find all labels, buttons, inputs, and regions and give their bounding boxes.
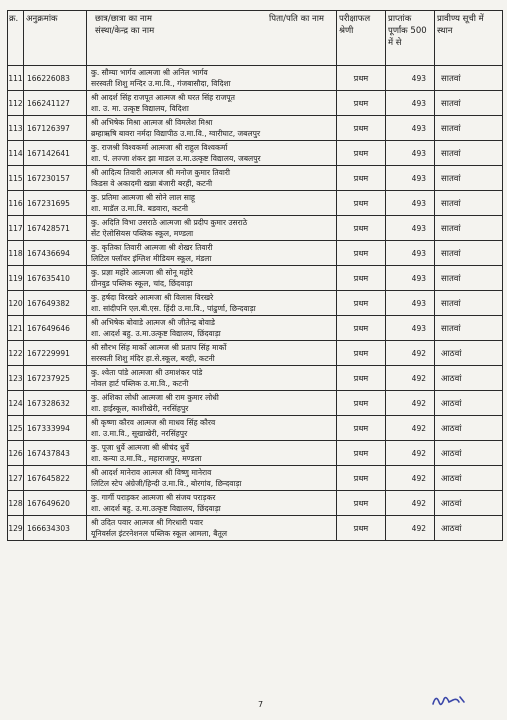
table-row <box>8 441 503 466</box>
row-marks: 492 <box>386 516 435 541</box>
school-name: शा. माडॅल उ.मा.वि. बडवारा, कटनी <box>91 204 188 213</box>
header-name <box>87 11 337 66</box>
table-row <box>8 291 503 316</box>
header-school: संस्था/केन्द्र का नाम <box>95 26 155 36</box>
table-row <box>8 266 503 291</box>
row-division: प्रथम <box>337 191 386 216</box>
student-name: कु. सौम्या भार्गव आत्मजा श्री अनिल भार्गव <box>91 68 208 77</box>
row-serial: 117 <box>8 216 24 241</box>
row-roll-number: 167230157 <box>24 166 87 191</box>
row-serial: 127 <box>8 466 24 491</box>
row-name-school <box>87 266 337 291</box>
row-rank: सातवां <box>435 141 503 166</box>
row-marks: 493 <box>386 316 435 341</box>
table-row <box>8 416 503 441</box>
row-division: प्रथम <box>337 391 386 416</box>
student-name: कु. श्वेता पांडे आत्मजा श्री उमाशंकर पांडे <box>91 368 203 377</box>
row-roll-number: 167649382 <box>24 291 87 316</box>
row-division: प्रथम <box>337 491 386 516</box>
table-row <box>8 341 503 366</box>
student-name: श्री अभिषेक मिश्रा आत्मज श्री विमलेश मिश्रा <box>91 118 213 127</box>
row-division: प्रथम <box>337 466 386 491</box>
row-serial: 115 <box>8 166 24 191</box>
row-marks: 493 <box>386 166 435 191</box>
row-roll-number: 167237925 <box>24 366 87 391</box>
row-name-school <box>87 416 337 441</box>
row-marks: 492 <box>386 366 435 391</box>
signature-mark <box>430 690 470 712</box>
row-name-school <box>87 441 337 466</box>
student-name: श्री आदित्य तिवारी आत्मज श्री मनोज कुमार तिवारी <box>91 168 230 177</box>
row-division: प्रथम <box>337 291 386 316</box>
student-name: कु. प्रतिमा आत्मजा श्री सोने लाल साहू <box>91 193 195 202</box>
row-division: प्रथम <box>337 166 386 191</box>
student-name: कु. कृतिका तिवारी आत्मजा श्री शेखर तिवारी <box>91 243 213 252</box>
page-number: 7 <box>258 700 264 709</box>
row-roll-number: 166241127 <box>24 91 87 116</box>
row-rank: सातवां <box>435 291 503 316</box>
row-division: प्रथम <box>337 366 386 391</box>
row-marks: 493 <box>386 291 435 316</box>
school-name: शा. उ. मा. उत्कृष्ट विद्यालय, विदिशा <box>91 104 189 113</box>
row-marks: 492 <box>386 391 435 416</box>
row-name-school <box>87 166 337 191</box>
row-serial: 126 <box>8 441 24 466</box>
table-row <box>8 366 503 391</box>
row-serial: 119 <box>8 266 24 291</box>
table-row <box>8 391 503 416</box>
table-row <box>8 466 503 491</box>
header-marks: प्राप्तांक पूर्णांक 500 में से <box>386 11 435 66</box>
row-serial: 121 <box>8 316 24 341</box>
school-name: यूनिवर्सल इंटरनेशनल पब्लिक स्कूल आमला, बैतूल <box>91 529 228 538</box>
row-rank: सातवां <box>435 241 503 266</box>
table-row <box>8 216 503 241</box>
row-marks: 492 <box>386 441 435 466</box>
row-division: प्रथम <box>337 341 386 366</box>
row-rank: सातवां <box>435 266 503 291</box>
row-serial: 111 <box>8 66 24 91</box>
row-serial: 128 <box>8 491 24 516</box>
table-row <box>8 516 503 541</box>
school-name: शा. कन्या उ.मा.वि., महाराजपुर, मण्डला <box>91 454 202 463</box>
row-rank: सातवां <box>435 66 503 91</box>
row-name-school <box>87 291 337 316</box>
row-name-school <box>87 391 337 416</box>
row-rank: सातवां <box>435 316 503 341</box>
school-name: लिटिल स्टेप अंग्रेजी/हिन्दी उ.मा.वि., बोरगांव, छिन्दवाड़ा <box>91 479 242 488</box>
row-marks: 493 <box>386 91 435 116</box>
row-name-school <box>87 341 337 366</box>
row-rank: आठवां <box>435 416 503 441</box>
header-division: परीक्षाफल श्रेणी <box>337 11 386 66</box>
row-rank: सातवां <box>435 191 503 216</box>
student-name: श्री आदर्श मानेराव आत्मज श्री विष्णु मानेराव <box>91 468 212 477</box>
row-roll-number: 167649646 <box>24 316 87 341</box>
row-name-school <box>87 316 337 341</box>
row-marks: 493 <box>386 116 435 141</box>
row-rank: सातवां <box>435 216 503 241</box>
row-roll-number: 167229991 <box>24 341 87 366</box>
school-name: सरस्वती शिशु मंदिर हा.से.स्कूल, बरही, कटनी <box>91 354 215 363</box>
student-name: कु. प्रज्ञा महोरे आत्मजा श्री सोनू महोरे <box>91 268 193 277</box>
row-roll-number: 167142641 <box>24 141 87 166</box>
student-name: श्री अभिषेक बोवाडे आत्मज श्री जीतेन्द्र बोवाडे <box>91 318 215 327</box>
row-marks: 493 <box>386 266 435 291</box>
header-student-name: छात्र/छात्रा का नाम <box>95 14 152 24</box>
row-division: प्रथम <box>337 266 386 291</box>
row-marks: 493 <box>386 66 435 91</box>
row-rank: आठवां <box>435 391 503 416</box>
row-division: प्रथम <box>337 91 386 116</box>
merit-list-table <box>7 10 503 541</box>
school-name: किडस वे अकादमी खन्ना बंजारी बरही, कटनी <box>91 179 213 188</box>
row-division: प्रथम <box>337 416 386 441</box>
row-name-school <box>87 516 337 541</box>
row-marks: 493 <box>386 191 435 216</box>
school-name: नोवल हार्ट पब्लिक उ.मा.वि., कटनी <box>91 379 189 388</box>
row-name-school <box>87 366 337 391</box>
school-name: ब्रम्हाऋषि बावरा नर्मदा विद्यापीठ उ.मा.वि., ग्वारीघाट, जबलपुर <box>91 129 261 138</box>
row-marks: 492 <box>386 491 435 516</box>
row-serial: 124 <box>8 391 24 416</box>
school-name: शा. पं. लज्जा शंकर झा माडल उ.मा.उत्कृष्ट विद्यालय, जबलपुर <box>91 154 261 163</box>
student-name: कु. हर्षदा विरखरे आत्मजा श्री विलास विरखरे <box>91 293 214 302</box>
row-marks: 493 <box>386 216 435 241</box>
row-serial: 118 <box>8 241 24 266</box>
row-rank: आठवां <box>435 491 503 516</box>
row-serial: 120 <box>8 291 24 316</box>
student-name: कु. पूजा धुर्वे आत्मजा श्री श्रीचंद धुर्वे <box>91 443 190 452</box>
row-serial: 125 <box>8 416 24 441</box>
row-roll-number: 167645822 <box>24 466 87 491</box>
school-name: सरस्वती शिशु मन्दिर उ.मा.वि., गंजबासौदा, विदिशा <box>91 79 231 88</box>
header-rank: प्रावीण्य सूची में स्थान <box>435 11 503 66</box>
student-name: कु. राजश्री विश्वकर्मा आत्मजा श्री राहुल विश्वकर्मा <box>91 143 228 152</box>
row-division: प्रथम <box>337 141 386 166</box>
row-roll-number: 167428571 <box>24 216 87 241</box>
row-serial: 114 <box>8 141 24 166</box>
row-rank: आठवां <box>435 516 503 541</box>
row-marks: 492 <box>386 341 435 366</box>
row-roll-number: 167333994 <box>24 416 87 441</box>
student-name: श्री सौरभ सिंह मार्को आत्मज श्री प्रताप सिंह मार्को <box>91 343 227 352</box>
school-name: शा. सांदीपनि एल.बी.एस. हिंदी उ.मा.वि., पांढुर्णा, छिन्दवाड़ा <box>91 304 256 313</box>
table-row <box>8 191 503 216</box>
school-name: ग्रीनवुड पब्लिक स्कूल, चांद, छिंदवाड़ा <box>91 279 193 288</box>
row-division: प्रथम <box>337 116 386 141</box>
school-name: शा. उ.मा.वि., सूखाखेरी, नरसिंहपुर <box>91 429 188 438</box>
row-marks: 492 <box>386 416 435 441</box>
table-row <box>8 491 503 516</box>
student-name: श्री कृष्णा कौरव आत्मज श्री माधव सिंह कौरव <box>91 418 216 427</box>
table-row <box>8 141 503 166</box>
row-marks: 493 <box>386 141 435 166</box>
row-name-school <box>87 466 337 491</box>
header-parent-name: पिता/पति का नाम <box>269 14 324 24</box>
row-serial: 123 <box>8 366 24 391</box>
school-name: लिटिल फ्लॉवर इंग्लिश मीडियम स्कूल, मंडला <box>91 254 212 263</box>
row-rank: आठवां <box>435 366 503 391</box>
header-roll: अनुक्रमांक <box>24 11 87 66</box>
row-rank: सातवां <box>435 91 503 116</box>
row-name-school <box>87 241 337 266</box>
school-name: सेंट ऐलोसियस पब्लिक स्कूल, मण्डला <box>91 229 194 238</box>
student-name: कु. अंशिका लोधी आत्मजा श्री राम कुमार लोधी <box>91 393 219 402</box>
row-name-school <box>87 91 337 116</box>
table-row <box>8 116 503 141</box>
table-header-row <box>8 11 503 66</box>
row-division: प्रथम <box>337 516 386 541</box>
table-row <box>8 241 503 266</box>
row-roll-number: 167231695 <box>24 191 87 216</box>
row-roll-number: 167649620 <box>24 491 87 516</box>
student-name: कु. गार्गी पराड़कर आत्मजा श्री संजय पराड़कर <box>91 493 216 502</box>
row-serial: 116 <box>8 191 24 216</box>
row-roll-number: 167436694 <box>24 241 87 266</box>
row-rank: आठवां <box>435 466 503 491</box>
row-name-school <box>87 141 337 166</box>
school-name: शा. आदर्श बहु. उ.मा.उत्कृष्ट विद्यालय, छिंदवाड़ा <box>91 504 221 513</box>
row-roll-number: 167635410 <box>24 266 87 291</box>
row-roll-number: 167126397 <box>24 116 87 141</box>
row-name-school <box>87 191 337 216</box>
row-division: प्रथम <box>337 241 386 266</box>
table-row <box>8 91 503 116</box>
row-name-school <box>87 491 337 516</box>
row-rank: आठवां <box>435 341 503 366</box>
row-division: प्रथम <box>337 66 386 91</box>
row-name-school <box>87 216 337 241</box>
row-marks: 492 <box>386 466 435 491</box>
row-serial: 112 <box>8 91 24 116</box>
table-row <box>8 166 503 191</box>
school-name: शा. हाईस्कूल, काशीखेरी, नरसिंहपुर <box>91 404 189 413</box>
row-rank: आठवां <box>435 441 503 466</box>
student-name: श्री उदित पवार आत्मज श्री गिरधारी पवार <box>91 518 203 527</box>
table-row <box>8 316 503 341</box>
row-serial: 122 <box>8 341 24 366</box>
row-division: प्रथम <box>337 316 386 341</box>
row-roll-number: 166226083 <box>24 66 87 91</box>
row-rank: सातवां <box>435 116 503 141</box>
row-rank: सातवां <box>435 166 503 191</box>
row-division: प्रथम <box>337 441 386 466</box>
school-name: शा. आदर्श बहु. उ.मा.उत्कृष्ट विद्यालय, छिंदवाड़ा <box>91 329 221 338</box>
row-name-school <box>87 116 337 141</box>
row-roll-number: 166634303 <box>24 516 87 541</box>
row-division: प्रथम <box>337 216 386 241</box>
row-marks: 493 <box>386 241 435 266</box>
row-serial: 129 <box>8 516 24 541</box>
header-sn: क्र. <box>8 11 24 66</box>
student-name: कु. अदिति विभा उसराठे आत्मजा श्री प्रदीप कुमार उसराठे <box>91 218 248 227</box>
row-serial: 113 <box>8 116 24 141</box>
table-row <box>8 66 503 91</box>
row-name-school <box>87 66 337 91</box>
student-name: श्री आदर्श सिंह राजपूत आत्मज श्री घरत सिंह राजपूत <box>91 93 235 102</box>
row-roll-number: 167328632 <box>24 391 87 416</box>
row-roll-number: 167437843 <box>24 441 87 466</box>
